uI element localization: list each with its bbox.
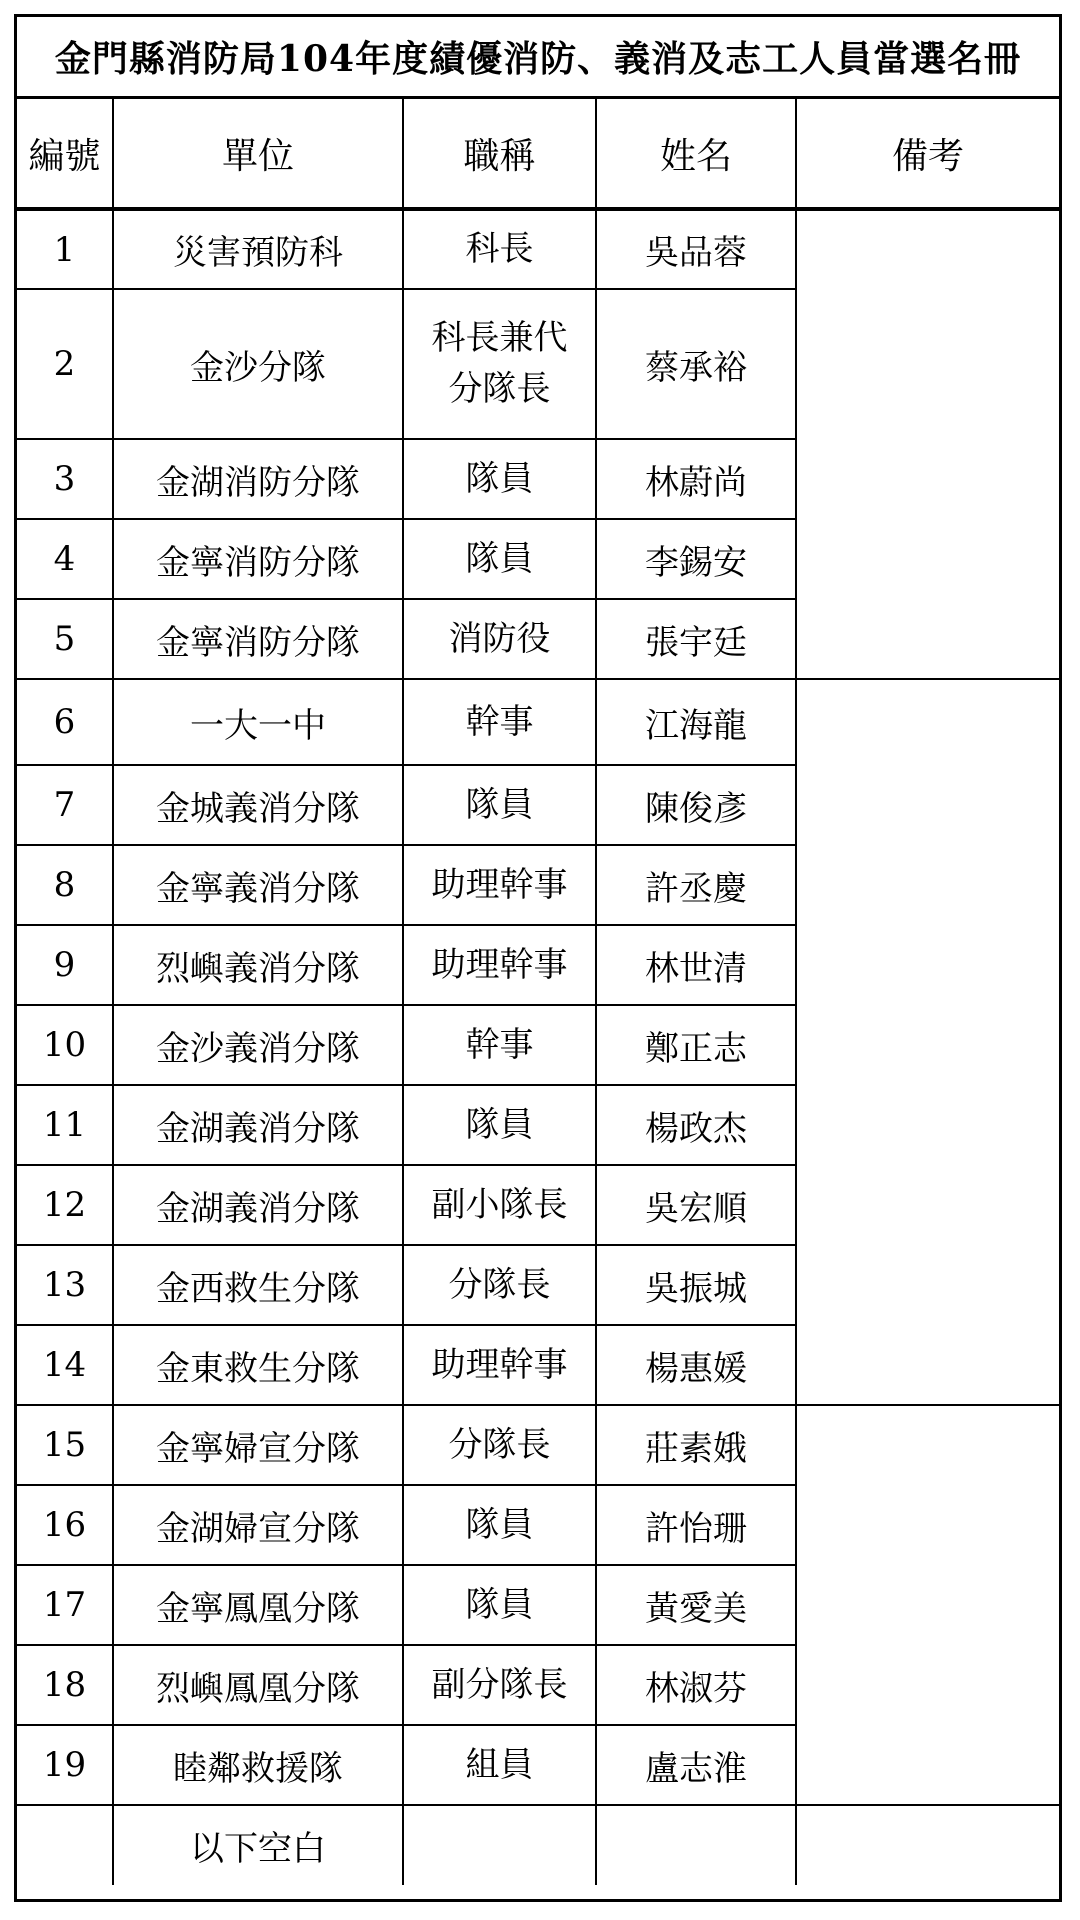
- cell-unit: 金湖消防分隊: [113, 439, 403, 519]
- cell-number: 10: [17, 1005, 113, 1085]
- cell-title: 消防役: [403, 599, 596, 679]
- cell-name: 黃愛美: [596, 1565, 796, 1645]
- cell-number: 12: [17, 1165, 113, 1245]
- cell-title: 隊員: [403, 1085, 596, 1165]
- cell-unit: 金寧義消分隊: [113, 845, 403, 925]
- cell-name: 鄭正志: [596, 1005, 796, 1085]
- cell-name: 林世清: [596, 925, 796, 1005]
- cell-number: 14: [17, 1325, 113, 1405]
- cell-title: 副小隊長: [403, 1165, 596, 1245]
- header-title: 職稱: [403, 99, 596, 209]
- cell-unit: 一大一中: [113, 679, 403, 765]
- cell-unit: 金湖義消分隊: [113, 1165, 403, 1245]
- cell-name: 林淑芬: [596, 1645, 796, 1725]
- cell-number: 18: [17, 1645, 113, 1725]
- cell-footer-note: 以下空白: [113, 1805, 403, 1885]
- header-unit: 單位: [113, 99, 403, 209]
- cell-number: 1: [17, 209, 113, 289]
- cell-number: 11: [17, 1085, 113, 1165]
- cell-number: 9: [17, 925, 113, 1005]
- table-row: [17, 1405, 1059, 1485]
- header-number: 編號: [17, 99, 113, 209]
- table-row: [17, 209, 1059, 289]
- header-remarks: 備考: [796, 99, 1059, 209]
- cell-name: 楊政杰: [596, 1085, 796, 1165]
- cell-number: 4: [17, 519, 113, 599]
- cell-name: 吳品蓉: [596, 209, 796, 289]
- roster-table: [17, 99, 1059, 1885]
- cell-remarks: [796, 1405, 1059, 1805]
- cell-unit: 烈嶼鳳凰分隊: [113, 1645, 403, 1725]
- cell-title: 科長: [403, 209, 596, 289]
- cell-name: 吳振城: [596, 1245, 796, 1325]
- cell-unit: 金沙義消分隊: [113, 1005, 403, 1085]
- cell-name: 許怡珊: [596, 1485, 796, 1565]
- roster-document: [14, 14, 1062, 1902]
- cell-name: 蔡承裕: [596, 289, 796, 439]
- cell-title: 隊員: [403, 519, 596, 599]
- cell-name: 許丞慶: [596, 845, 796, 925]
- cell-name: [596, 1805, 796, 1885]
- cell-unit: 烈嶼義消分隊: [113, 925, 403, 1005]
- cell-unit: 睦鄰救援隊: [113, 1725, 403, 1805]
- table-row: [17, 679, 1059, 765]
- cell-number: 3: [17, 439, 113, 519]
- cell-number: 6: [17, 679, 113, 765]
- cell-title: 隊員: [403, 765, 596, 845]
- cell-unit: 金寧消防分隊: [113, 519, 403, 599]
- cell-unit: 金西救生分隊: [113, 1245, 403, 1325]
- cell-unit: 金東救生分隊: [113, 1325, 403, 1405]
- cell-name: 盧志淮: [596, 1725, 796, 1805]
- cell-unit: 金湖婦宣分隊: [113, 1485, 403, 1565]
- cell-unit: 災害預防科: [113, 209, 403, 289]
- cell-title: [403, 1805, 596, 1885]
- table-footer-row: [17, 1805, 1059, 1885]
- cell-name: 江海龍: [596, 679, 796, 765]
- cell-unit: 金沙分隊: [113, 289, 403, 439]
- cell-name: 陳俊彥: [596, 765, 796, 845]
- cell-title: 助理幹事: [403, 925, 596, 1005]
- cell-title: 分隊長: [403, 1405, 596, 1485]
- cell-number: 15: [17, 1405, 113, 1485]
- cell-name: 吳宏順: [596, 1165, 796, 1245]
- cell-title: 組員: [403, 1725, 596, 1805]
- cell-title: 隊員: [403, 439, 596, 519]
- cell-title: 副分隊長: [403, 1645, 596, 1725]
- cell-title: 科長兼代 分隊長: [403, 289, 596, 439]
- cell-title: 幹事: [403, 679, 596, 765]
- cell-remarks: [796, 209, 1059, 679]
- cell-number: 19: [17, 1725, 113, 1805]
- cell-title: 隊員: [403, 1485, 596, 1565]
- document-title: 金門縣消防局104年度績優消防、義消及志工人員當選名冊: [17, 17, 1059, 99]
- cell-remarks: [796, 1805, 1059, 1885]
- cell-title: 助理幹事: [403, 845, 596, 925]
- cell-number: 7: [17, 765, 113, 845]
- cell-unit: 金寧鳳凰分隊: [113, 1565, 403, 1645]
- cell-number: [17, 1805, 113, 1885]
- table-body: [17, 209, 1059, 1885]
- cell-name: 林蔚尚: [596, 439, 796, 519]
- cell-number: 5: [17, 599, 113, 679]
- cell-title: 助理幹事: [403, 1325, 596, 1405]
- cell-title: 分隊長: [403, 1245, 596, 1325]
- cell-unit: 金寧消防分隊: [113, 599, 403, 679]
- cell-title: 隊員: [403, 1565, 596, 1645]
- cell-unit: 金湖義消分隊: [113, 1085, 403, 1165]
- cell-name: 楊惠媛: [596, 1325, 796, 1405]
- cell-name: 張宇廷: [596, 599, 796, 679]
- cell-name: 莊素娥: [596, 1405, 796, 1485]
- header-name: 姓名: [596, 99, 796, 209]
- table-header-row: [17, 99, 1059, 209]
- cell-unit: 金城義消分隊: [113, 765, 403, 845]
- cell-number: 8: [17, 845, 113, 925]
- cell-title: 幹事: [403, 1005, 596, 1085]
- cell-number: 16: [17, 1485, 113, 1565]
- cell-number: 2: [17, 289, 113, 439]
- cell-unit: 金寧婦宣分隊: [113, 1405, 403, 1485]
- cell-number: 17: [17, 1565, 113, 1645]
- cell-remarks: [796, 679, 1059, 1405]
- cell-name: 李錫安: [596, 519, 796, 599]
- cell-number: 13: [17, 1245, 113, 1325]
